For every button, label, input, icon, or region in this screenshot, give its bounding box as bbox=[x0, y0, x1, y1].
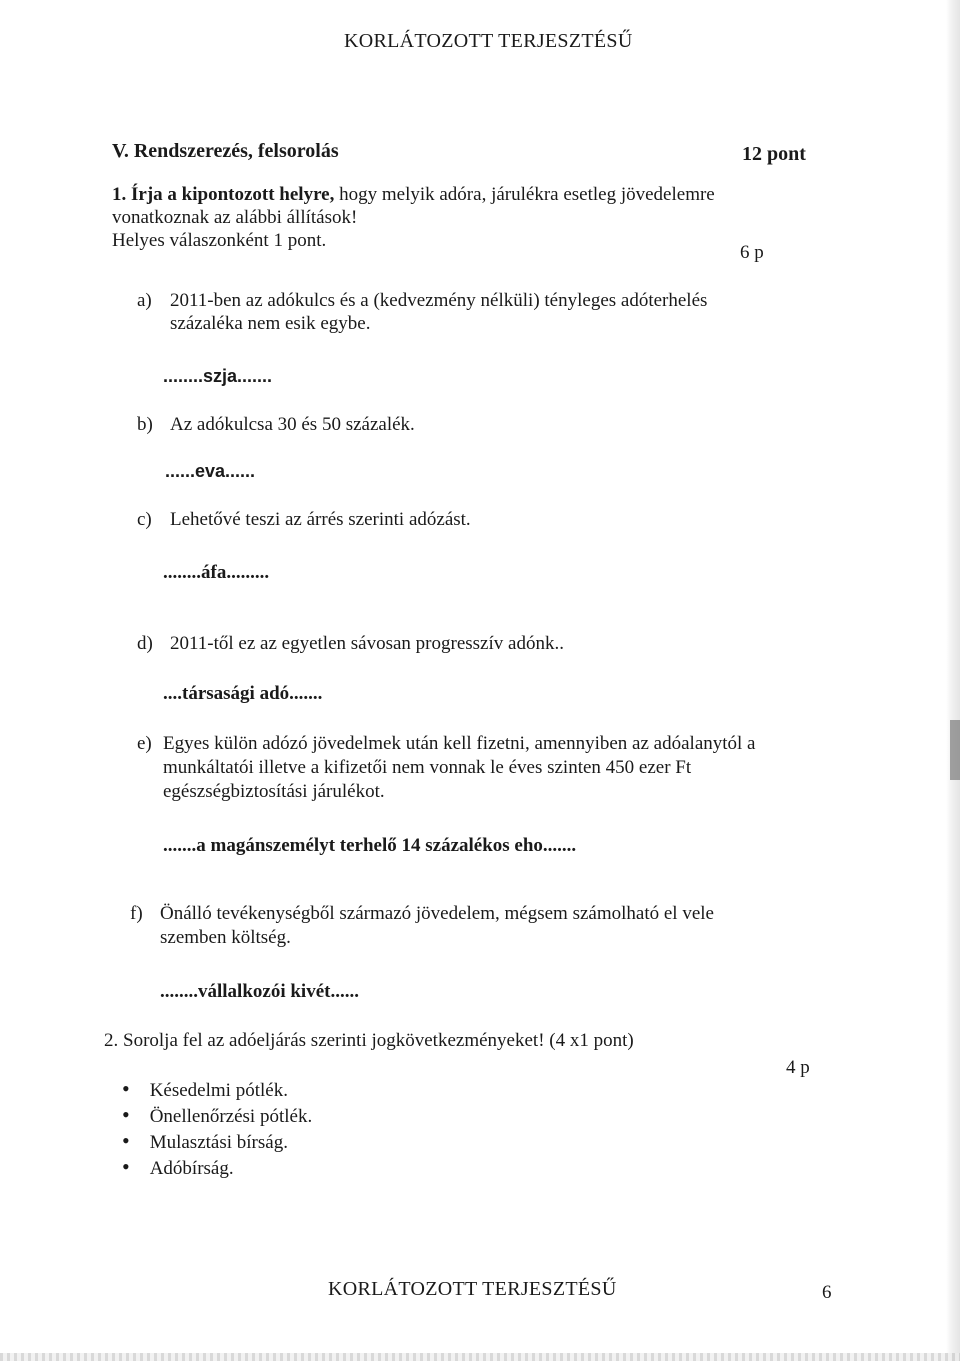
item-f-answer: ........vállalkozói kivét...... bbox=[160, 981, 359, 1002]
bullet-item bbox=[122, 1076, 288, 1102]
bullet-text: Önellenőrzési pótlék. bbox=[149, 1106, 313, 1127]
item-e-label: e) bbox=[137, 733, 152, 754]
header-classification: KORLÁTOZOTT TERJESZTÉSŰ bbox=[344, 30, 633, 52]
bullet-text: Mulasztási bírság. bbox=[149, 1132, 288, 1153]
q1-intro-bold: 1. Írja a kipontozott helyre, bbox=[112, 184, 335, 205]
footer-classification: KORLÁTOZOTT TERJESZTÉSŰ bbox=[328, 1278, 617, 1300]
bullet-item bbox=[122, 1128, 288, 1154]
q1-intro-line3: Helyes válaszonként 1 pont. bbox=[112, 230, 327, 251]
item-d-answer: ....társasági adó....... bbox=[163, 683, 323, 704]
section-title: V. Rendszerezés, felsorolás bbox=[112, 140, 339, 162]
item-b-answer: ......eva...... bbox=[165, 461, 256, 481]
item-f-line2: szemben költség. bbox=[160, 927, 291, 948]
q1-intro-rest: hogy melyik adóra, járulékra esetleg jövedelemre bbox=[334, 184, 715, 205]
item-a-label: a) bbox=[137, 290, 152, 311]
item-e-line3: egészségbiztosítási járulékot. bbox=[163, 781, 385, 802]
item-d-line1: 2011-től ez az egyetlen sávosan progresszív adónk.. bbox=[170, 633, 564, 654]
item-e-line2: munkáltatói illetve a kifizetői nem vonnak le éves szinten 450 ezer Ft bbox=[163, 757, 692, 778]
scan-edge-bottom bbox=[0, 1353, 960, 1361]
q2-points: 4 p bbox=[786, 1057, 810, 1078]
bullet-dot-icon: • bbox=[122, 1154, 130, 1179]
bullet-dot-icon: • bbox=[122, 1076, 130, 1101]
scan-edge-mark bbox=[950, 720, 960, 780]
page-number: 6 bbox=[822, 1282, 832, 1303]
section-points: 12 pont bbox=[742, 143, 806, 165]
item-f-label: f) bbox=[130, 903, 143, 924]
item-c-answer: ........áfa......... bbox=[163, 562, 270, 583]
bullet-dot-icon: • bbox=[122, 1128, 130, 1153]
item-e-answer: .......a magánszemélyt terhelő 14 százalékos eho....... bbox=[163, 835, 577, 856]
item-c-label: c) bbox=[137, 509, 152, 530]
item-a-line1: 2011-ben az adókulcs és a (kedvezmény nélküli) tényleges adóterhelés bbox=[170, 290, 708, 311]
bullet-item bbox=[122, 1102, 312, 1128]
item-a-line2: százaléka nem esik egybe. bbox=[170, 313, 371, 334]
item-b-label: b) bbox=[137, 414, 153, 435]
bullet-item bbox=[122, 1154, 234, 1180]
q2-text: 2. Sorolja fel az adóeljárás szerinti jogkövetkezményeket! (4 x1 pont) bbox=[104, 1030, 634, 1051]
q1-points: 6 p bbox=[740, 242, 764, 263]
item-c-line1: Lehetővé teszi az árrés szerinti adózást. bbox=[170, 509, 471, 530]
bullet-text: Adóbírság. bbox=[149, 1158, 234, 1179]
bullet-text: Késedelmi pótlék. bbox=[149, 1080, 288, 1101]
scan-edge-right bbox=[946, 0, 960, 1361]
item-e-line1: Egyes külön adózó jövedelmek után kell fizetni, amennyiben az adóalanytól a bbox=[163, 733, 756, 754]
q1-intro-line2: vonatkoznak az alábbi állítások! bbox=[112, 207, 358, 228]
item-f-line1: Önálló tevékenységből származó jövedelem, mégsem számolható el vele bbox=[160, 903, 714, 924]
item-a-answer: ........szja....... bbox=[163, 366, 273, 386]
q1-intro bbox=[112, 184, 715, 206]
item-d-label: d) bbox=[137, 633, 153, 654]
item-b-line1: Az adókulcsa 30 és 50 százalék. bbox=[170, 414, 415, 435]
bullet-dot-icon: • bbox=[122, 1102, 130, 1127]
